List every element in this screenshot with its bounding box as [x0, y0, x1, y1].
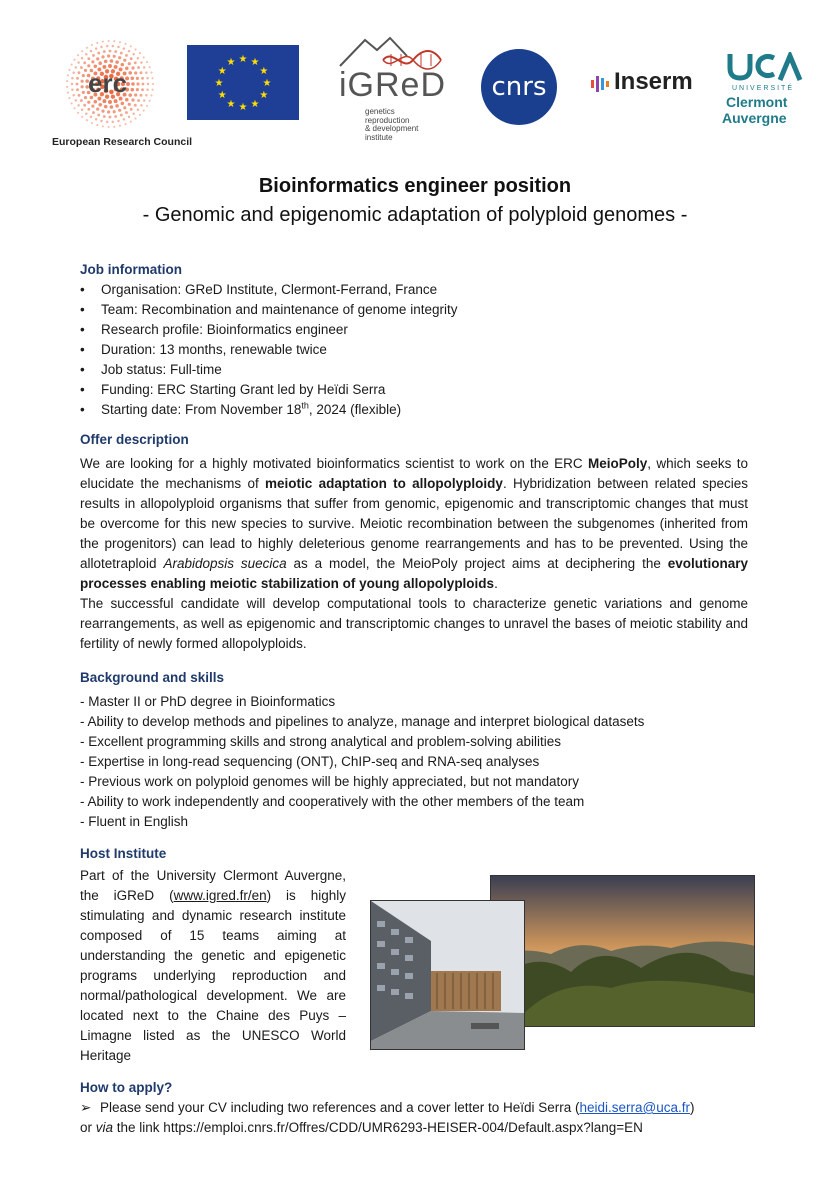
erc-dot — [97, 114, 100, 117]
list-item: - Ability to work independently and cooperatively with the other members of the team — [80, 794, 585, 809]
erc-dot — [112, 45, 114, 47]
erc-dot — [82, 91, 85, 94]
erc-dot — [113, 110, 116, 113]
erc-dot — [81, 116, 83, 118]
erc-dot — [131, 82, 135, 86]
erc-dot — [131, 77, 135, 81]
eu-star-icon: ★ — [226, 98, 236, 110]
erc-dot — [120, 114, 123, 117]
erc-dot — [146, 105, 148, 107]
erc-dot — [81, 85, 84, 88]
erc-dot — [108, 126, 110, 128]
erc-dot — [82, 74, 85, 77]
igred-tagline — [365, 108, 418, 142]
erc-dot — [115, 60, 119, 64]
erc-dot — [131, 88, 135, 92]
erc-dot — [124, 123, 126, 125]
igred-tagline-line: genetics — [365, 107, 395, 116]
erc-dot — [86, 47, 88, 49]
erc-dot — [78, 71, 81, 74]
list-item: • Research profile: Bioinformatics engineer — [80, 320, 748, 340]
host-paragraph — [80, 866, 346, 1066]
erc-dot — [97, 52, 100, 55]
offer-paragraph-2: The successful candidate will develop computational tools to characterize genetic variations and genome rearrangements, as well as epigenomic and transcriptomic changes to unravel the bases of meiotic stability and fertility of newly formed allopolyploids. — [80, 596, 748, 651]
erc-dot — [87, 64, 90, 67]
title-block — [0, 172, 830, 230]
apply-link-text: the link https://emploi.cnrs.fr/Offres/CDD/UMR6293-HEISER-004/Default.aspx?lang=EN — [113, 1120, 643, 1135]
erc-dot — [75, 66, 77, 68]
erc-dot — [78, 94, 81, 97]
erc-dot — [76, 83, 79, 86]
erc-dot — [123, 47, 125, 49]
erc-dot — [85, 112, 87, 114]
start-date-suffix: , 2024 (flexible) — [308, 402, 402, 417]
erc-dot — [134, 61, 137, 64]
erc-dot — [103, 115, 106, 118]
erc-dot — [102, 125, 104, 127]
erc-dot — [128, 103, 131, 106]
erc-dot — [85, 53, 87, 55]
erc-dot — [143, 110, 145, 112]
list-item: - Fluent in English — [80, 814, 189, 829]
cnrs-text: cnrs — [491, 72, 547, 102]
erc-dot — [130, 121, 132, 123]
erc-dot — [140, 94, 143, 97]
erc-dot — [68, 97, 70, 99]
erc-dot — [132, 53, 134, 55]
eu-star-icon: ★ — [214, 78, 224, 89]
erc-dot — [152, 77, 154, 79]
igred-tagline-line: institute — [365, 132, 393, 142]
building-icon — [371, 901, 525, 1050]
eu-star-icon: ★ — [217, 66, 227, 77]
erc-dot — [143, 66, 145, 68]
erc-dot — [81, 50, 83, 52]
erc-dot — [106, 45, 108, 47]
offer-text: , which seeks to elucidate the mechanisms of — [80, 456, 749, 491]
volcano-landscape-icon — [491, 876, 755, 1027]
igred-tagline-line: & development — [365, 124, 419, 133]
erc-dot — [67, 74, 69, 76]
inserm-text: Inserm — [614, 68, 693, 95]
erc-dot — [146, 61, 148, 63]
erc-dot — [114, 99, 118, 103]
apply-via: via — [95, 1120, 114, 1135]
erc-dot — [73, 59, 75, 61]
erc-dot — [104, 60, 108, 64]
erc-dot — [117, 120, 119, 122]
erc-dot — [108, 40, 110, 42]
offer-bold: evolutionary processes enabling meiotic stabilization of young allopolyploids — [80, 556, 748, 591]
erc-dot — [92, 111, 95, 114]
erc-dot — [134, 104, 137, 107]
erc-dot — [71, 83, 73, 85]
erc-dot — [71, 64, 73, 66]
erc-dot — [100, 120, 102, 122]
apply-line-1 — [80, 1098, 748, 1118]
erc-dot — [143, 99, 145, 101]
erc-dot — [121, 102, 125, 106]
eu-star-icon: ★ — [226, 57, 236, 69]
landscape-photo — [490, 875, 755, 1027]
eu-star-icon: ★ — [238, 54, 248, 65]
erc-dot — [86, 119, 88, 121]
list-item: • Team: Recombination and maintenance of genome integrity — [80, 300, 748, 320]
apply-text: ) — [690, 1100, 695, 1115]
erc-dot — [128, 71, 132, 75]
eu-star-icon: ★ — [250, 57, 260, 69]
erc-dot — [108, 100, 112, 104]
erc-dot — [134, 71, 137, 74]
erc-dot — [137, 109, 139, 111]
erc-dot — [120, 52, 123, 55]
erc-dot — [130, 108, 133, 111]
erc-dot — [124, 43, 126, 45]
igred-text: iGReD — [339, 66, 447, 104]
erc-dot — [113, 55, 116, 58]
erc-dot — [90, 50, 92, 52]
apply-heading: How to apply? — [80, 1080, 173, 1095]
offer-italic: Arabidopsis suecica — [163, 556, 287, 571]
erc-dot — [84, 96, 87, 99]
uca-mark-icon — [722, 52, 804, 82]
erc-dot — [115, 104, 119, 108]
erc-dot — [81, 57, 83, 59]
erc-dot — [87, 108, 90, 111]
igred-tagline-line: reproduction — [365, 115, 410, 125]
list-item: - Previous work on polyploid genomes will be highly appreciated, but not mandatory — [80, 774, 580, 789]
erc-dot — [110, 105, 114, 109]
erc-dot — [80, 66, 83, 69]
erc-dot — [141, 88, 144, 91]
offer-text: . — [494, 576, 498, 591]
erc-dot — [137, 99, 140, 102]
erc-dot — [114, 50, 117, 53]
erc-dot — [119, 125, 121, 127]
uca-universite: UNIVERSITÉ — [732, 85, 795, 92]
erc-dot — [106, 121, 108, 123]
erc-dot — [71, 77, 73, 79]
erc-dot — [110, 59, 114, 63]
erc-dot — [98, 103, 102, 107]
eu-star-icon: ★ — [250, 98, 260, 110]
erc-dot — [100, 46, 102, 48]
erc-dot — [128, 93, 132, 97]
list-item: - Excellent programming skills and strong analytical and problem-solving abilities — [80, 734, 561, 749]
erc-dot — [141, 77, 144, 80]
erc-dot — [76, 77, 79, 80]
erc-dot — [150, 72, 152, 74]
erc-dot — [91, 105, 94, 108]
erc-dot — [94, 100, 98, 104]
igred-logo — [335, 32, 447, 142]
eu-star-icon: ★ — [259, 66, 269, 77]
arrow-right-icon: ➢ — [80, 1100, 92, 1115]
inserm-bars-icon — [590, 72, 610, 96]
erc-dot — [140, 104, 142, 106]
erc-dot — [121, 63, 125, 67]
apply-text: Please send your CV including two references and a cover letter to Heïdi Serra ( — [100, 1100, 580, 1115]
erc-dot — [83, 61, 86, 64]
erc-dot — [95, 118, 97, 120]
erc-dot — [103, 50, 106, 53]
erc-dot — [96, 124, 98, 126]
erc-dot — [139, 52, 141, 54]
start-date-sup: th — [301, 400, 309, 411]
erc-dot — [152, 89, 154, 91]
erc-dot — [87, 57, 90, 60]
erc-dot — [119, 41, 121, 43]
erc-dot — [72, 94, 74, 96]
erc-dot — [137, 66, 140, 69]
uca-line2: Auvergne — [722, 110, 787, 126]
erc-dot — [147, 83, 149, 85]
page-subtitle: - Genomic and epigenomic adaptation of polyploid genomes - — [142, 204, 688, 226]
erc-text: erc — [88, 68, 128, 98]
uca-logo — [722, 52, 804, 132]
skills-list — [80, 692, 748, 832]
erc-dot — [123, 118, 125, 120]
logo-banner — [0, 32, 830, 147]
erc-dot — [149, 66, 151, 68]
erc-dot — [101, 110, 104, 113]
erc-dot — [131, 66, 134, 69]
erc-dot — [92, 54, 95, 57]
erc-dot — [142, 83, 145, 86]
erc-dot — [102, 41, 104, 43]
erc-dot — [101, 55, 104, 58]
erc-dot — [140, 61, 142, 63]
erc-dot — [140, 71, 143, 74]
erc-dot — [123, 59, 126, 62]
erc-dot — [112, 121, 114, 123]
erc-dot — [128, 116, 130, 118]
erc-dot — [81, 109, 83, 111]
erc-dot — [66, 80, 68, 82]
building-photo — [370, 900, 525, 1050]
erc-dot — [118, 56, 121, 59]
eu-flag — [187, 45, 299, 120]
erc-dot — [83, 104, 86, 107]
erc-dot — [134, 118, 136, 120]
offer-heading: Offer description — [80, 432, 189, 447]
list-item: • Funding: ERC Starting Grant led by Heïdi Serra — [80, 380, 748, 400]
erc-dot — [72, 72, 74, 74]
erc-dot — [145, 72, 147, 74]
erc-dot — [131, 98, 134, 101]
erc-dot — [137, 57, 139, 59]
apply-line-2 — [80, 1118, 748, 1138]
erc-caption: European Research Council — [52, 136, 193, 148]
erc-dot — [73, 107, 75, 109]
host-heading: Host Institute — [80, 846, 167, 861]
erc-dot — [96, 57, 99, 60]
offer-bold: MeioPoly — [587, 456, 648, 471]
list-item: - Ability to develop methods and pipelines to analyze, manage and interpret biological datasets — [80, 714, 645, 729]
erc-dot — [96, 108, 99, 111]
erc-dot — [75, 99, 77, 101]
erc-dot — [80, 99, 83, 102]
erc-dot — [109, 116, 112, 119]
erc-dot — [104, 105, 108, 109]
erc-dot — [109, 50, 112, 53]
job-info-list — [80, 280, 748, 420]
list-item: • Duration: 13 months, renewable twice — [80, 340, 748, 360]
offer-bold: meiotic adaptation to allopolyploidy — [265, 476, 503, 491]
page-title: Bioinformatics engineer position — [258, 175, 572, 197]
erc-dot — [114, 115, 117, 118]
erc-dot — [113, 40, 115, 42]
host-text: ) is highly stimulating and dynamic research institute composed of 15 teams aiming at understanding the genetic and epigenetic programs underlying reproduction and normal/pathological development. We are located next to the Chaine des Puys – Limagne listed as the UNESCO World Heritage — [80, 888, 346, 1063]
erc-dot — [130, 45, 132, 47]
erc-dot — [71, 88, 73, 90]
list-item: • Organisation: GReD Institute, Clermont-Ferrand, France — [80, 280, 748, 300]
list-item: • Job status: Full-time — [80, 360, 748, 380]
erc-dot — [125, 54, 128, 57]
erc-dot — [98, 61, 102, 65]
erc-dot — [77, 104, 79, 106]
eu-star-icon: ★ — [217, 90, 227, 101]
erc-dot — [130, 57, 133, 60]
eu-star-icon: ★ — [259, 90, 269, 101]
job-info-heading: Job information — [80, 262, 182, 277]
erc-dot — [149, 100, 151, 102]
apply-text: or — [80, 1120, 96, 1135]
offer-text: We are looking for a highly motivated bioinformatics scientist to work on the ERC — [80, 456, 588, 471]
erc-dot — [117, 46, 119, 48]
cnrs-logo — [480, 48, 558, 126]
skills-heading: Background and skills — [80, 670, 225, 685]
erc-dot — [90, 116, 92, 118]
erc-dot — [134, 93, 137, 96]
erc-dot — [91, 122, 93, 124]
host-text: Part of the University Clermont Auvergne, the iGReD ( — [80, 868, 346, 903]
erc-dot — [152, 83, 154, 85]
erc-dot — [143, 56, 145, 58]
erc-dot — [107, 54, 110, 57]
erc-dot — [118, 109, 121, 112]
erc-dot — [95, 47, 97, 49]
erc-dot — [150, 94, 152, 96]
erc-dot — [68, 69, 70, 71]
erc-dot — [125, 111, 128, 114]
erc-dot — [77, 54, 79, 56]
erc-dot — [67, 92, 69, 94]
erc-dot — [96, 42, 98, 44]
erc-dot — [145, 94, 147, 96]
erc-dot — [134, 48, 136, 50]
list-item: - Expertise in long-read sequencing (ONT), ChIP-seq and RNA-seq analyses — [80, 754, 540, 769]
offer-paragraph-1 — [80, 454, 748, 594]
erc-dot — [128, 62, 131, 65]
erc-dot — [132, 112, 134, 114]
start-date-prefix: Starting date: From November 18 — [101, 402, 302, 417]
erc-dot — [136, 77, 139, 80]
erc-dot — [81, 80, 84, 83]
erc-dot — [91, 60, 94, 63]
erc-dot — [113, 126, 115, 128]
erc-dot — [102, 99, 106, 103]
erc-dot — [128, 50, 130, 52]
erc-dot — [77, 112, 79, 114]
eu-star-icon: ★ — [262, 78, 272, 89]
erc-dot — [136, 82, 139, 85]
list-item-start-date — [80, 400, 748, 420]
erc-dot — [91, 44, 93, 46]
inserm-logo — [590, 70, 700, 100]
igred-website-link[interactable]: www.igred.fr/en — [173, 888, 267, 903]
erc-logo — [52, 36, 193, 148]
erc-dot — [66, 86, 68, 88]
email-link[interactable]: heidi.serra@uca.fr — [579, 1100, 690, 1115]
erc-dot — [76, 88, 79, 91]
erc-dot — [136, 88, 139, 91]
erc-dot — [123, 106, 126, 109]
erc-dot — [139, 114, 141, 116]
offer-text: . Hybridization between related species results in allopolyploid organisms that suffer from genomic, epigenomic and transcriptomic changes that must be overcome for this new species to survive. Meiotic recombination between the subgenomes (inherited from the progenitors) can lead to highly deleterious genome rearrangements and has to be prevented. Using the allotetraploid — [80, 476, 748, 571]
erc-dot — [77, 61, 79, 63]
erc-dot — [87, 101, 90, 104]
eu-star-icon: ★ — [238, 102, 248, 113]
offer-text: as a model, the MeioPoly project aims at deciphering the — [286, 556, 668, 571]
erc-dot — [146, 88, 148, 90]
uca-line1: Clermont — [726, 94, 788, 110]
list-item: - Master II or PhD degree in Bioinformatics — [80, 694, 336, 709]
erc-dot — [71, 102, 73, 104]
eu-stars-icon — [187, 45, 299, 120]
erc-dot — [146, 77, 148, 79]
erc-dot — [107, 110, 110, 113]
erc-dot — [84, 69, 87, 72]
